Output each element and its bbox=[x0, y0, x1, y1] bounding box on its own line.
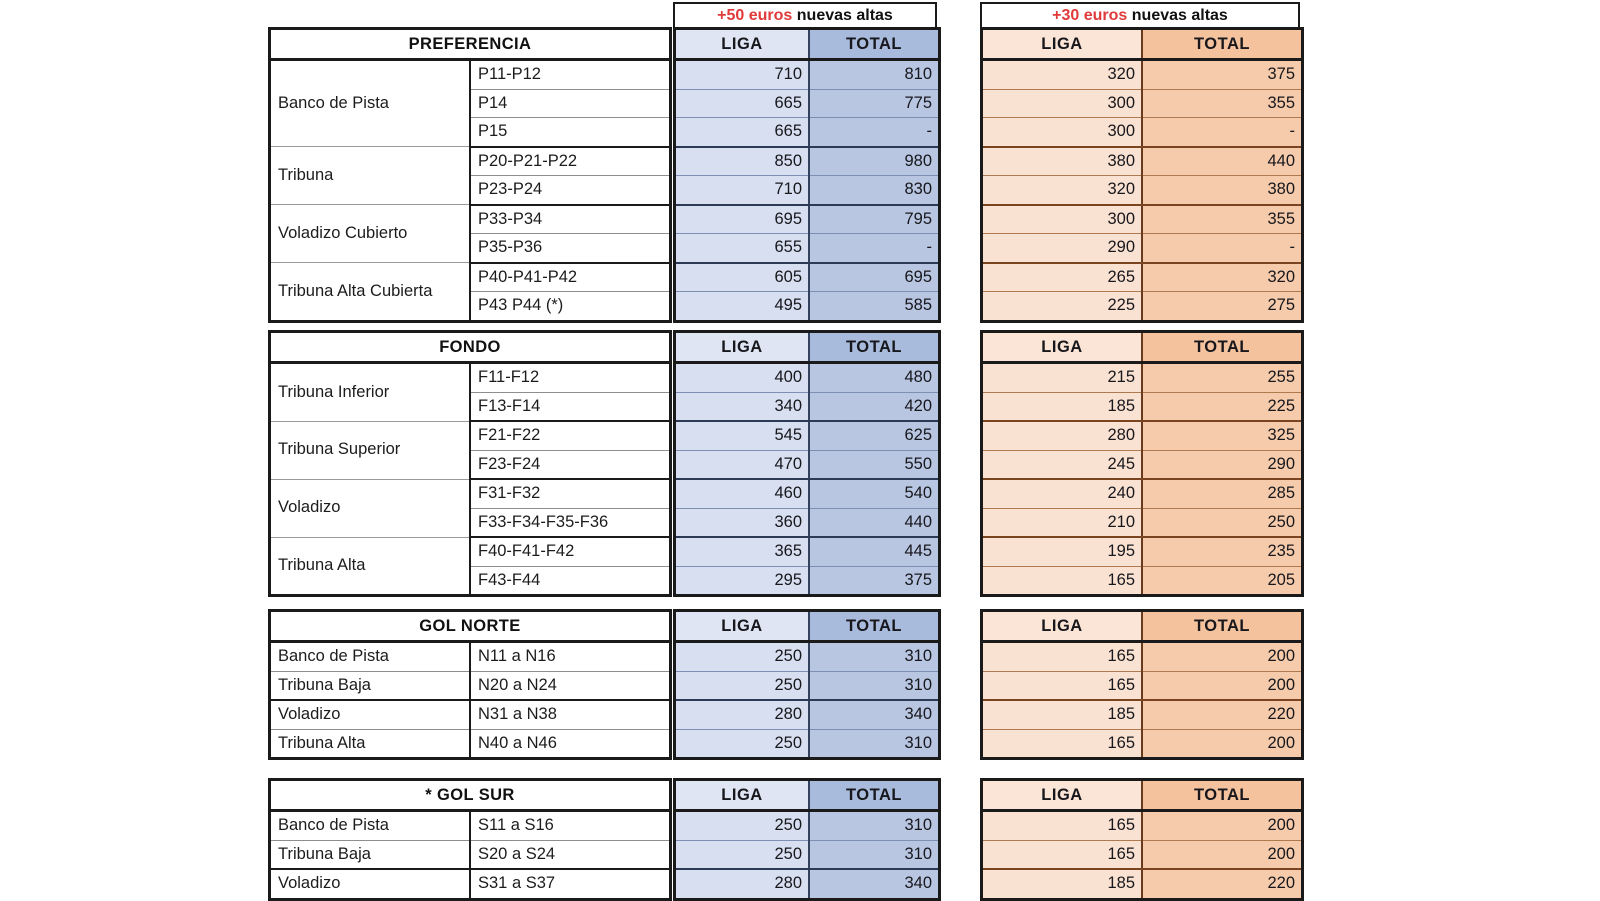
table-row bbox=[270, 729, 671, 759]
row-group-label: Voladizo bbox=[270, 869, 471, 899]
cell-total-orange: 285 bbox=[1142, 479, 1303, 508]
cell-total-blue: 625 bbox=[809, 421, 940, 450]
price-row-orange bbox=[982, 89, 1303, 118]
cell-liga-orange: 185 bbox=[982, 700, 1143, 729]
price-row-blue bbox=[675, 421, 940, 450]
cell-total-blue: 830 bbox=[809, 176, 940, 205]
cell-liga-orange: 300 bbox=[982, 89, 1143, 118]
price-row-blue bbox=[675, 537, 940, 566]
row-group-label: Banco de Pista bbox=[270, 642, 471, 672]
price-row-blue bbox=[675, 642, 940, 672]
cell-total-orange: 225 bbox=[1142, 392, 1303, 421]
cell-liga-orange: 210 bbox=[982, 508, 1143, 537]
promo-amount-blue: +50 euros bbox=[717, 7, 793, 24]
table-row bbox=[270, 479, 671, 508]
cell-liga-blue: 280 bbox=[675, 700, 810, 729]
price-header-row-orange bbox=[982, 780, 1303, 811]
cell-total-blue: 310 bbox=[809, 671, 940, 700]
row-group-label: Banco de Pista bbox=[270, 811, 471, 841]
cell-liga-blue: 250 bbox=[675, 811, 810, 841]
price-row-orange bbox=[982, 176, 1303, 205]
section-name-table bbox=[268, 27, 672, 323]
price-row-blue bbox=[675, 118, 940, 147]
price-table-blue bbox=[673, 778, 941, 901]
cell-total-orange: 355 bbox=[1142, 89, 1303, 118]
column-header-total: TOTAL bbox=[1142, 780, 1303, 811]
column-header-liga: LIGA bbox=[982, 332, 1143, 363]
cell-liga-orange: 185 bbox=[982, 392, 1143, 421]
promo-amount-orange: +30 euros bbox=[1052, 7, 1128, 24]
column-header-total: TOTAL bbox=[809, 611, 940, 642]
cell-liga-orange: 165 bbox=[982, 642, 1143, 672]
price-row-blue bbox=[675, 450, 940, 479]
price-row-orange bbox=[982, 537, 1303, 566]
column-header-liga: LIGA bbox=[675, 611, 810, 642]
row-code-label: F11-F12 bbox=[470, 363, 671, 393]
price-table-orange bbox=[980, 609, 1304, 760]
column-header-liga: LIGA bbox=[675, 780, 810, 811]
row-code-label: S11 a S16 bbox=[470, 811, 671, 841]
price-row-blue bbox=[675, 729, 940, 759]
row-group-label: Tribuna Baja bbox=[270, 671, 471, 700]
cell-total-orange: - bbox=[1142, 118, 1303, 147]
cell-total-orange: 220 bbox=[1142, 869, 1303, 899]
row-code-label: N40 a N46 bbox=[470, 729, 671, 759]
cell-liga-orange: 280 bbox=[982, 421, 1143, 450]
row-code-label: P20-P21-P22 bbox=[470, 147, 671, 176]
row-group-label: Voladizo bbox=[270, 700, 471, 729]
price-row-blue bbox=[675, 147, 940, 176]
cell-total-blue: 810 bbox=[809, 60, 940, 90]
table-row bbox=[270, 60, 671, 90]
cell-total-blue: 795 bbox=[809, 205, 940, 234]
row-group-label: Tribuna Alta Cubierta bbox=[270, 263, 471, 322]
price-row-orange bbox=[982, 508, 1303, 537]
cell-total-blue: 585 bbox=[809, 292, 940, 322]
cell-liga-blue: 605 bbox=[675, 263, 810, 292]
cell-liga-blue: 695 bbox=[675, 205, 810, 234]
table-row bbox=[270, 263, 671, 292]
cell-total-orange: 290 bbox=[1142, 450, 1303, 479]
cell-liga-orange: 240 bbox=[982, 479, 1143, 508]
promo-text-orange: nuevas altas bbox=[1127, 7, 1228, 24]
cell-liga-orange: 195 bbox=[982, 537, 1143, 566]
cell-liga-blue: 250 bbox=[675, 729, 810, 759]
cell-total-orange: 200 bbox=[1142, 840, 1303, 869]
price-row-blue bbox=[675, 176, 940, 205]
row-code-label: F40-F41-F42 bbox=[470, 537, 671, 566]
cell-liga-blue: 545 bbox=[675, 421, 810, 450]
price-row-orange bbox=[982, 147, 1303, 176]
cell-liga-orange: 245 bbox=[982, 450, 1143, 479]
price-row-orange bbox=[982, 263, 1303, 292]
price-row-orange bbox=[982, 421, 1303, 450]
row-group-label: Tribuna Alta bbox=[270, 729, 471, 759]
cell-liga-blue: 460 bbox=[675, 479, 810, 508]
cell-liga-blue: 250 bbox=[675, 642, 810, 672]
row-group-label: Tribuna Alta bbox=[270, 537, 471, 596]
cell-liga-orange: 320 bbox=[982, 176, 1143, 205]
row-code-label: S20 a S24 bbox=[470, 840, 671, 869]
cell-total-orange: 220 bbox=[1142, 700, 1303, 729]
cell-total-orange: 320 bbox=[1142, 263, 1303, 292]
table-row bbox=[270, 205, 671, 234]
row-code-label: F43-F44 bbox=[470, 566, 671, 596]
column-header-total: TOTAL bbox=[1142, 332, 1303, 363]
price-row-blue bbox=[675, 89, 940, 118]
row-code-label: N11 a N16 bbox=[470, 642, 671, 672]
price-header-row-orange bbox=[982, 29, 1303, 60]
section-name-table bbox=[268, 778, 672, 901]
price-row-blue bbox=[675, 205, 940, 234]
cell-liga-orange: 300 bbox=[982, 205, 1143, 234]
section-name-table bbox=[268, 609, 672, 760]
row-code-label: P15 bbox=[470, 118, 671, 147]
price-row-blue bbox=[675, 566, 940, 596]
row-code-label: P43 P44 (*) bbox=[470, 292, 671, 322]
column-header-total: TOTAL bbox=[809, 29, 940, 60]
price-header-row-orange bbox=[982, 611, 1303, 642]
table-row bbox=[270, 537, 671, 566]
promo-text-blue: nuevas altas bbox=[792, 7, 893, 24]
price-row-blue bbox=[675, 508, 940, 537]
cell-total-blue: 310 bbox=[809, 729, 940, 759]
section-title: * GOL SUR bbox=[270, 780, 671, 811]
price-row-orange bbox=[982, 700, 1303, 729]
price-row-blue bbox=[675, 840, 940, 869]
cell-total-blue: 775 bbox=[809, 89, 940, 118]
cell-liga-orange: 185 bbox=[982, 869, 1143, 899]
table-row bbox=[270, 147, 671, 176]
cell-total-blue: 695 bbox=[809, 263, 940, 292]
column-header-liga: LIGA bbox=[982, 29, 1143, 60]
cell-total-orange: 235 bbox=[1142, 537, 1303, 566]
column-header-liga: LIGA bbox=[675, 29, 810, 60]
cell-liga-orange: 225 bbox=[982, 292, 1143, 322]
price-row-blue bbox=[675, 363, 940, 393]
cell-liga-orange: 165 bbox=[982, 840, 1143, 869]
cell-liga-orange: 290 bbox=[982, 234, 1143, 263]
promo-banner-orange bbox=[980, 2, 1300, 28]
cell-total-blue: 375 bbox=[809, 566, 940, 596]
section-header-row bbox=[270, 780, 671, 811]
cell-total-orange: - bbox=[1142, 234, 1303, 263]
row-group-label: Tribuna Baja bbox=[270, 840, 471, 869]
table-row bbox=[270, 421, 671, 450]
cell-total-orange: 325 bbox=[1142, 421, 1303, 450]
table-row bbox=[270, 642, 671, 672]
cell-liga-blue: 850 bbox=[675, 147, 810, 176]
row-code-label: F33-F34-F35-F36 bbox=[470, 508, 671, 537]
cell-liga-blue: 655 bbox=[675, 234, 810, 263]
price-header-row-blue bbox=[675, 611, 940, 642]
cell-liga-blue: 710 bbox=[675, 60, 810, 90]
table-row bbox=[270, 811, 671, 841]
cell-total-blue: 420 bbox=[809, 392, 940, 421]
row-code-label: N20 a N24 bbox=[470, 671, 671, 700]
row-code-label: F23-F24 bbox=[470, 450, 671, 479]
cell-total-blue: 445 bbox=[809, 537, 940, 566]
cell-total-blue: 340 bbox=[809, 700, 940, 729]
price-row-blue bbox=[675, 671, 940, 700]
price-table-orange bbox=[980, 330, 1304, 597]
column-header-total: TOTAL bbox=[1142, 29, 1303, 60]
cell-total-blue: - bbox=[809, 234, 940, 263]
promo-banner-blue bbox=[673, 2, 937, 28]
row-code-label: S31 a S37 bbox=[470, 869, 671, 899]
cell-total-blue: 310 bbox=[809, 840, 940, 869]
cell-total-orange: 200 bbox=[1142, 811, 1303, 841]
cell-liga-orange: 265 bbox=[982, 263, 1143, 292]
cell-liga-blue: 365 bbox=[675, 537, 810, 566]
price-row-orange bbox=[982, 205, 1303, 234]
table-row bbox=[270, 700, 671, 729]
table-row bbox=[270, 840, 671, 869]
row-group-label: Tribuna Superior bbox=[270, 421, 471, 479]
row-code-label: F21-F22 bbox=[470, 421, 671, 450]
price-header-row-blue bbox=[675, 332, 940, 363]
price-row-orange bbox=[982, 566, 1303, 596]
cell-liga-orange: 165 bbox=[982, 811, 1143, 841]
cell-liga-orange: 165 bbox=[982, 671, 1143, 700]
cell-liga-orange: 215 bbox=[982, 363, 1143, 393]
price-row-blue bbox=[675, 60, 940, 90]
row-group-label: Banco de Pista bbox=[270, 60, 471, 147]
cell-liga-blue: 340 bbox=[675, 392, 810, 421]
price-row-orange bbox=[982, 118, 1303, 147]
price-table-orange bbox=[980, 778, 1304, 901]
price-row-blue bbox=[675, 811, 940, 841]
row-group-label: Tribuna Inferior bbox=[270, 363, 471, 422]
column-header-total: TOTAL bbox=[809, 780, 940, 811]
section-title: FONDO bbox=[270, 332, 671, 363]
cell-total-orange: 255 bbox=[1142, 363, 1303, 393]
cell-liga-blue: 665 bbox=[675, 89, 810, 118]
section-header-row bbox=[270, 332, 671, 363]
price-row-orange bbox=[982, 840, 1303, 869]
price-header-row-orange bbox=[982, 332, 1303, 363]
price-row-blue bbox=[675, 263, 940, 292]
price-row-orange bbox=[982, 671, 1303, 700]
price-row-orange bbox=[982, 392, 1303, 421]
price-row-orange bbox=[982, 642, 1303, 672]
cell-total-orange: 275 bbox=[1142, 292, 1303, 322]
cell-total-orange: 205 bbox=[1142, 566, 1303, 596]
row-code-label: N31 a N38 bbox=[470, 700, 671, 729]
price-table-orange bbox=[980, 27, 1304, 323]
cell-total-blue: 310 bbox=[809, 811, 940, 841]
section-header-row bbox=[270, 611, 671, 642]
cell-liga-orange: 165 bbox=[982, 566, 1143, 596]
cell-liga-blue: 295 bbox=[675, 566, 810, 596]
price-row-orange bbox=[982, 450, 1303, 479]
section-header-row bbox=[270, 29, 671, 60]
cell-total-blue: 480 bbox=[809, 363, 940, 393]
row-code-label: P40-P41-P42 bbox=[470, 263, 671, 292]
column-header-total: TOTAL bbox=[1142, 611, 1303, 642]
section-title: PREFERENCIA bbox=[270, 29, 671, 60]
row-code-label: P11-P12 bbox=[470, 60, 671, 90]
cell-total-blue: 310 bbox=[809, 642, 940, 672]
row-code-label: P35-P36 bbox=[470, 234, 671, 263]
cell-liga-orange: 300 bbox=[982, 118, 1143, 147]
price-header-row-blue bbox=[675, 29, 940, 60]
table-row bbox=[270, 671, 671, 700]
cell-liga-blue: 710 bbox=[675, 176, 810, 205]
cell-liga-blue: 470 bbox=[675, 450, 810, 479]
cell-liga-blue: 400 bbox=[675, 363, 810, 393]
cell-total-blue: 340 bbox=[809, 869, 940, 899]
cell-total-blue: 980 bbox=[809, 147, 940, 176]
cell-total-blue: 440 bbox=[809, 508, 940, 537]
price-row-blue bbox=[675, 869, 940, 899]
price-row-blue bbox=[675, 479, 940, 508]
price-row-blue bbox=[675, 292, 940, 322]
cell-total-orange: 380 bbox=[1142, 176, 1303, 205]
price-header-row-blue bbox=[675, 780, 940, 811]
cell-total-orange: 200 bbox=[1142, 671, 1303, 700]
price-row-orange bbox=[982, 479, 1303, 508]
price-row-blue bbox=[675, 700, 940, 729]
column-header-total: TOTAL bbox=[809, 332, 940, 363]
cell-liga-blue: 250 bbox=[675, 840, 810, 869]
row-group-label: Voladizo Cubierto bbox=[270, 205, 471, 263]
price-table-blue bbox=[673, 609, 941, 760]
section-name-table bbox=[268, 330, 672, 597]
price-row-orange bbox=[982, 869, 1303, 899]
cell-total-orange: 200 bbox=[1142, 729, 1303, 759]
cell-liga-orange: 320 bbox=[982, 60, 1143, 90]
table-row bbox=[270, 869, 671, 899]
price-row-orange bbox=[982, 363, 1303, 393]
cell-liga-blue: 250 bbox=[675, 671, 810, 700]
cell-total-blue: - bbox=[809, 118, 940, 147]
row-code-label: P14 bbox=[470, 89, 671, 118]
row-code-label: F31-F32 bbox=[470, 479, 671, 508]
column-header-liga: LIGA bbox=[982, 611, 1143, 642]
price-row-orange bbox=[982, 292, 1303, 322]
cell-total-blue: 550 bbox=[809, 450, 940, 479]
cell-liga-blue: 360 bbox=[675, 508, 810, 537]
column-header-liga: LIGA bbox=[675, 332, 810, 363]
cell-total-orange: 250 bbox=[1142, 508, 1303, 537]
row-code-label: P23-P24 bbox=[470, 176, 671, 205]
cell-liga-blue: 665 bbox=[675, 118, 810, 147]
price-row-orange bbox=[982, 60, 1303, 90]
cell-total-orange: 440 bbox=[1142, 147, 1303, 176]
cell-total-blue: 540 bbox=[809, 479, 940, 508]
cell-total-orange: 200 bbox=[1142, 642, 1303, 672]
price-table-blue bbox=[673, 330, 941, 597]
row-code-label: F13-F14 bbox=[470, 392, 671, 421]
table-row bbox=[270, 363, 671, 393]
cell-liga-orange: 165 bbox=[982, 729, 1143, 759]
price-row-blue bbox=[675, 234, 940, 263]
row-code-label: P33-P34 bbox=[470, 205, 671, 234]
cell-total-orange: 355 bbox=[1142, 205, 1303, 234]
row-group-label: Voladizo bbox=[270, 479, 471, 537]
price-row-orange bbox=[982, 811, 1303, 841]
column-header-liga: LIGA bbox=[982, 780, 1143, 811]
section-title: GOL NORTE bbox=[270, 611, 671, 642]
row-group-label: Tribuna bbox=[270, 147, 471, 205]
cell-total-orange: 375 bbox=[1142, 60, 1303, 90]
price-row-orange bbox=[982, 234, 1303, 263]
cell-liga-blue: 495 bbox=[675, 292, 810, 322]
cell-liga-blue: 280 bbox=[675, 869, 810, 899]
cell-liga-orange: 380 bbox=[982, 147, 1143, 176]
price-row-blue bbox=[675, 392, 940, 421]
price-table-blue bbox=[673, 27, 941, 323]
price-row-orange bbox=[982, 729, 1303, 759]
